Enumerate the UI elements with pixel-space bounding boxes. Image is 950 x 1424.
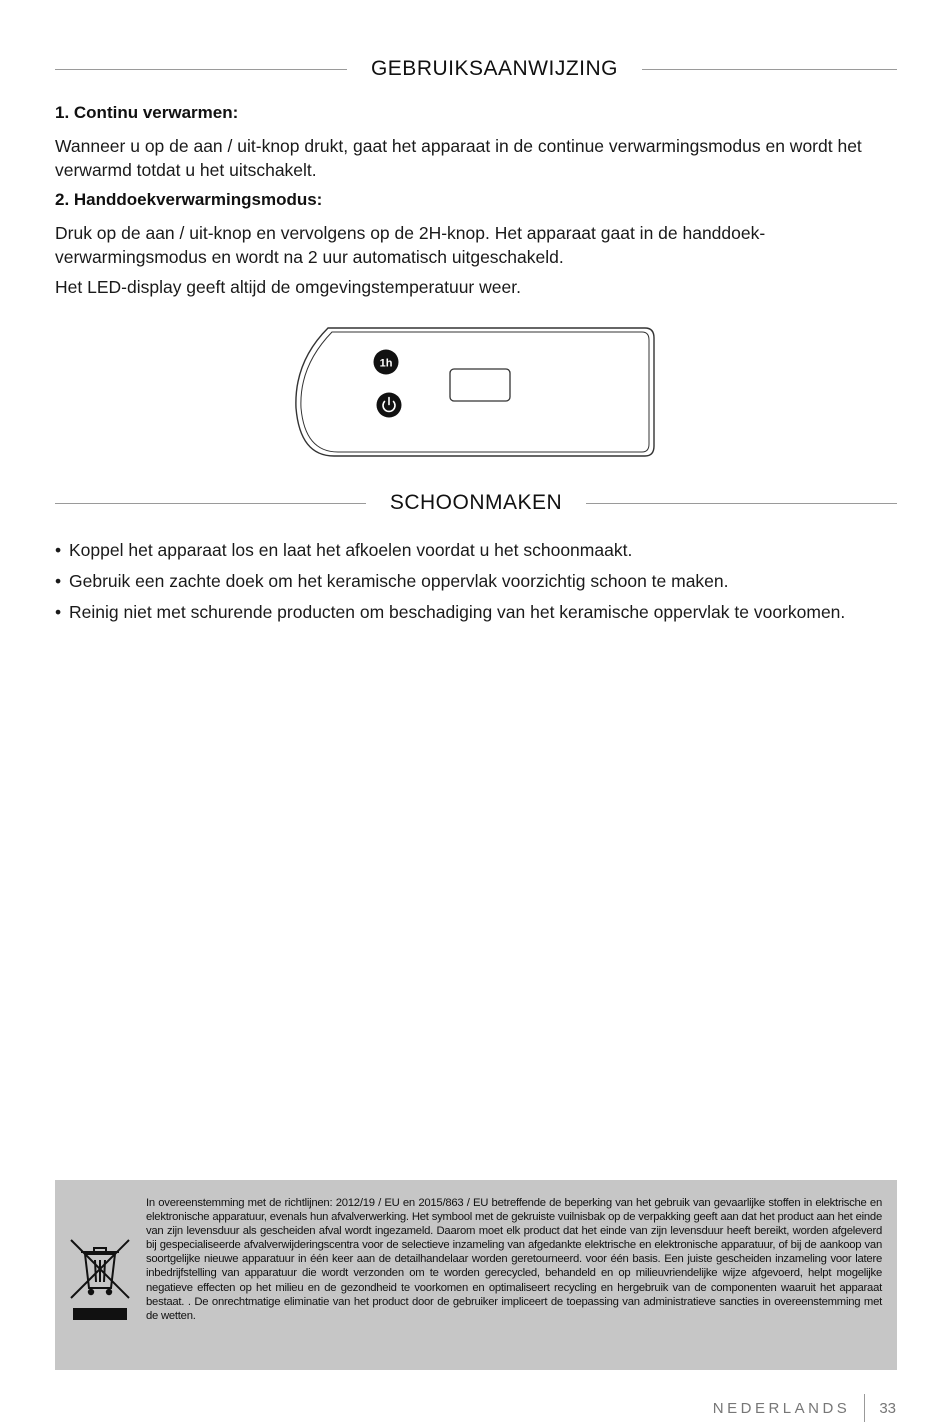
heading-rule-right <box>586 503 897 504</box>
cleaning-list <box>55 538 900 631</box>
list-item-text: Gebruik een zachte doek om het keramische oppervlak voorzichtig schoon te maken. <box>69 571 729 591</box>
bullet: • <box>55 602 62 622</box>
power-icon <box>377 393 402 418</box>
list-item-text: Reinig niet met schurende producten om beschadiging van het keramische oppervlak te voorkomen. <box>69 602 846 622</box>
mode1-title: 1. Continu verwarmen: <box>55 103 239 122</box>
list-item-text: Koppel het apparaat los en laat het afkoelen voordat u het schoonmaakt. <box>69 540 633 560</box>
weee-notice-box <box>55 1180 897 1370</box>
bullet: • <box>55 571 62 591</box>
heading-rule-left <box>55 503 366 504</box>
page-footer <box>713 1393 896 1423</box>
list-item <box>55 569 900 593</box>
mode1-text: Wanneer u op de aan / uit-knop drukt, gaat het apparaat in de continue verwarmingsmodus en wordt het verwarmd totdat u het uitschakelt. <box>55 136 862 180</box>
timer-1h-icon <box>374 350 399 375</box>
section-title-cleaning: SCHOONMAKEN <box>389 491 563 514</box>
heading-rule-left <box>55 69 347 70</box>
mode2-text: Druk op de aan / uit-knop en vervolgens op de 2H-knop. Het apparaat gaat in de handdoek-verwarmingsmodus en wordt na 2 uur automatisch uitgeschakeld. <box>55 223 766 267</box>
footer-language: NEDERLANDS <box>712 1399 851 1417</box>
section-title-usage: GEBRUIKSAANWIJZING <box>370 57 618 80</box>
bullet: • <box>55 540 62 560</box>
page-number: 33 <box>879 1399 896 1417</box>
mode2-title: 2. Handdoekverwarmingsmodus: <box>55 190 323 209</box>
section-heading-usage <box>55 54 897 84</box>
led-text: Het LED-display geeft altijd de omgevingstemperatuur weer. <box>55 277 521 297</box>
list-item <box>55 600 900 624</box>
crossed-out-wheelie-bin-icon <box>69 1236 131 1322</box>
timer-1h-label: 1h <box>379 357 393 370</box>
section-heading-cleaning <box>55 488 897 518</box>
led-display <box>450 369 510 401</box>
footer-divider <box>864 1394 865 1422</box>
list-item <box>55 538 900 562</box>
control-panel-illustration <box>290 322 660 462</box>
heading-rule-right <box>642 69 897 70</box>
weee-notice-text: In overeenstemming met de richtlijnen: 2012/19 / EU en 2015/863 / EU betreffende de beperking van het gebruik van gevaarlijke stoffen in elektrische en elektronische apparatuur, evenals hun afvalverwerking. Het symbool met de gekruiste vuilnisbak op de verpakking geeft aan dat het product aan het einde van zijn levensduur als gescheiden afval wordt ingezameld. Daarom moet elk product dat het einde van zijn levensduur heeft bereikt, worden afgeleverd bij gespecialiseerde afvalverwijderingscentra voor de selectieve inzameling van afgedankte elektrische en elektronische apparatuur, of bij de aankoop van soortgelijke nieuwe apparatuur in één keer aan de detailhandelaar worden geretourneerd. voor één basis. Een juiste gescheiden inzameling voor latere inbedrijfstelling van apparatuur die wordt verzonden om te worden gerecycled, behandeld en op milieuvriendelijke wijze afgevoerd, helpt mogelijke negatieve effecten op het milieu en de gezondheid te voorkomen en optimaliseert recycling en hergebruik van de componenten waaruit het apparaat bestaat. . De onrechtmatige eliminatie van het product door de gebruiker impliceert de toepassing van administratieve sancties in overeenstemming met de wetten. <box>146 1197 882 1322</box>
